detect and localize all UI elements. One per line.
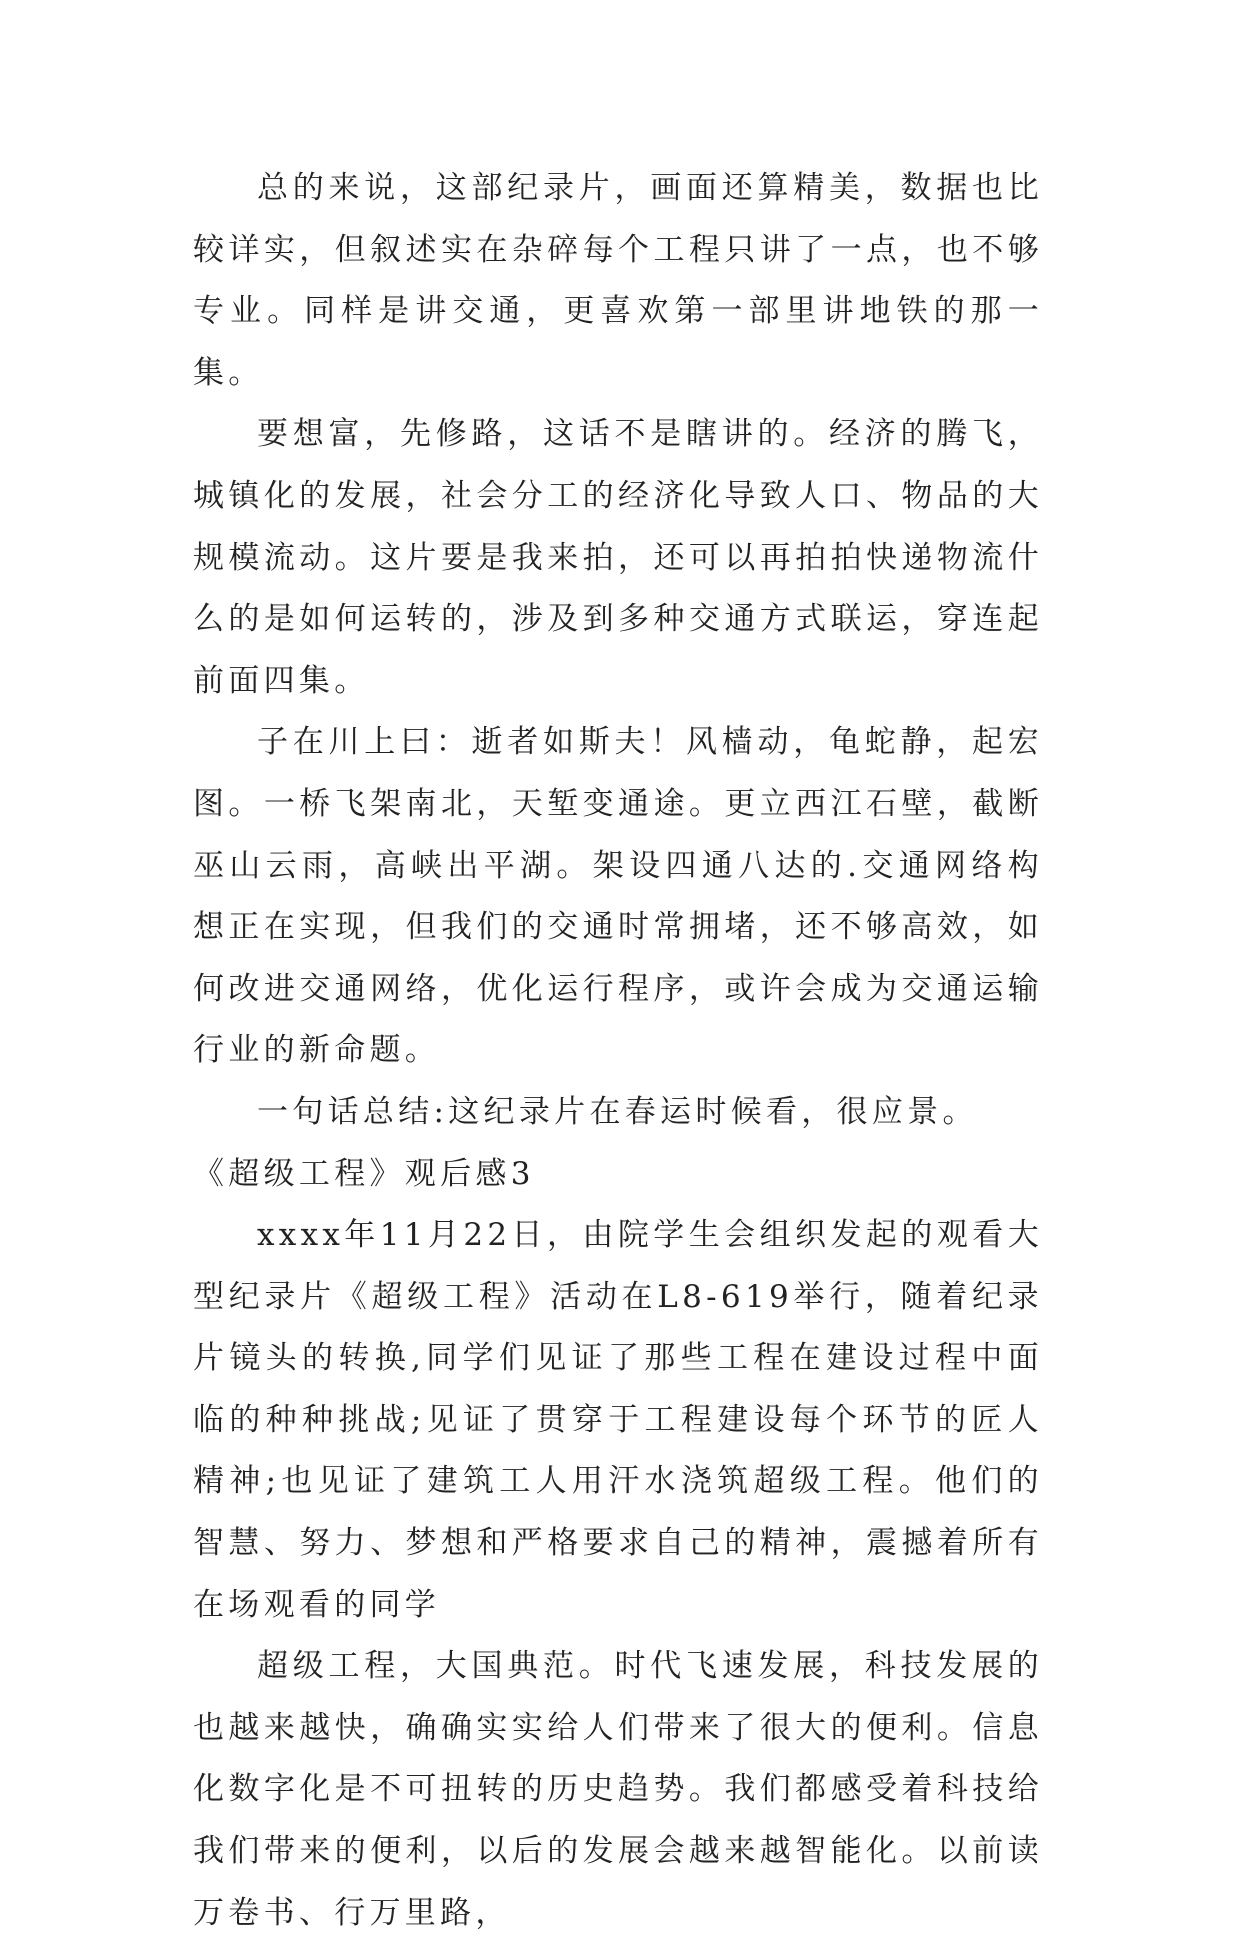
section-title: 《超级工程》观后感3 (193, 1155, 535, 1192)
paragraph-poem: 子在川上曰：逝者如斯夫！风樯动，龟蛇静，起宏图。一桥飞架南北，天堑变通途。更立西江石壁，截断巫山云雨，高峡出平湖。架设四通八达的.交通网络构想正在实现，但我们的交通时常拥堵，还不够高效，如何改进交通网络，优化运行程序，或许会成为交通运输行业的新命题。 (193, 724, 1043, 1069)
document-body (193, 158, 1043, 1944)
paragraph-event: xxxx年11月22日，由院学生会组织发起的观看大型纪录片《超级工程》活动在L8-619举行，随着纪录片镜头的转换,同学们见证了那些工程在建设过程中面临的种种挑战;见证了贯穿于工程建设每个环节的匠人精神;也见证了建筑工人用汗水浇筑超级工程。他们的智慧、努力、梦想和严格要求自己的精神，震撼着所有在场观看的同学 (193, 1217, 1043, 1623)
paragraph-roads: 要想富，先修路，这话不是瞎讲的。经济的腾飞，城镇化的发展，社会分工的经济化导致人口、物品的大规模流动。这片要是我来拍，还可以再拍拍快递物流什么的是如何运转的，涉及到多种交通方式联运，穿连起前面四集。 (193, 416, 1043, 699)
paragraph-conclusion: 一句话总结:这纪录片在春运时候看，很应景。 (257, 1093, 978, 1130)
paragraph-summary: 总的来说，这部纪录片，画面还算精美，数据也比较详实，但叙述实在杂碎每个工程只讲了一点，也不够专业。同样是讲交通，更喜欢第一部里讲地铁的那一集。 (193, 170, 1043, 391)
paragraph-technology: 超级工程，大国典范。时代飞速发展，科技发展的也越来越快，确确实实给人们带来了很大的便利。信息化数字化是不可扭转的历史趋势。我们都感受着科技给我们带来的便利，以后的发展会越来越智能化。以前读万卷书、行万里路， (193, 1648, 1043, 1931)
